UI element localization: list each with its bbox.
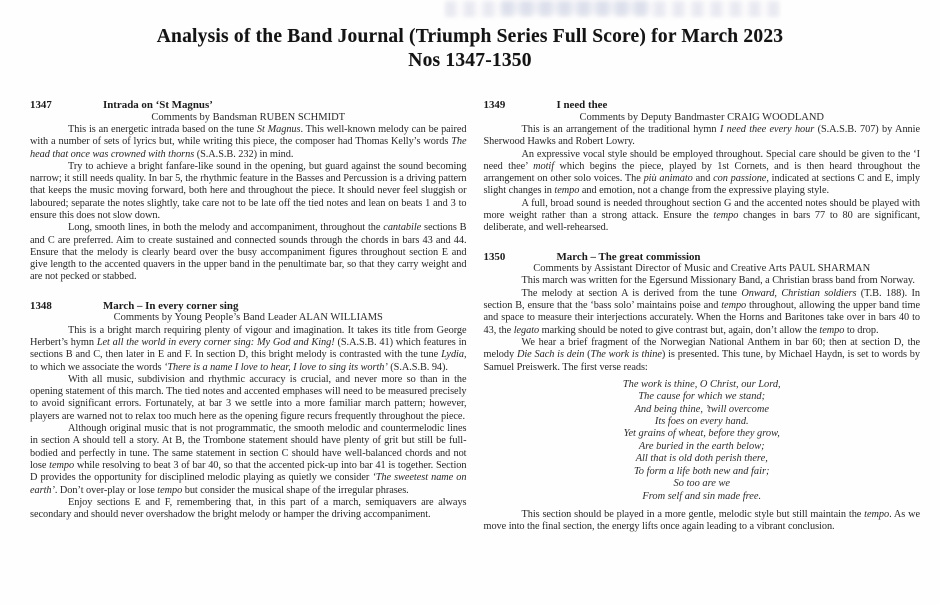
body-paragraph: We hear a brief fragment of the Norwegian National Anthem in bar 60; then at section D, the melody Die Sach is dein (The work is thine) is presented. This tune, by Michael Haydn, is set to words by Samuel Preiswerk. The first verse reads: — [483, 336, 921, 373]
verse-line: From self and sin made free. — [642, 490, 762, 502]
verse-line: The cause for which we stand; — [638, 391, 766, 403]
entry-heading — [30, 99, 467, 112]
body-paragraph: Although original music that is not programmatic, the smooth melodic and countermelodic lines in section A should tell a story. At B, the Trombone statement should have plenty of grit but still be full-bodied and perfectly in tune. The same statement in section C should have well-balanced chords and not lose tempo while resolving to beat 3 of bar 40, so that the accented pick-up into bar 41 is together. Section D provides the opportunity for disciplined melodic playing as quietly we consider ‘The sweetest name on earth’. Don’t over-play or lose tempo but consider the musical shape of the irregular phrases. — [30, 423, 467, 496]
journal-entry-1350 — [484, 251, 921, 534]
entry-heading — [30, 300, 467, 313]
hymn-verse — [484, 379, 921, 503]
journal-entry-1347 — [30, 99, 467, 284]
entry-title: Intrada on ‘St Magnus’ — [103, 99, 213, 111]
entry-title: I need thee — [556, 99, 608, 111]
page-showthrough-smudge — [500, 0, 650, 14]
body-paragraph: This is an energetic intrada based on the tune St Magnus. This well-known melody can be paired with a number of sets of lyrics but, while writing this piece, the composer had Thomas Kelly’s words The head that once was crowned with thorns (S.A.S.B. 232) in mind. — [30, 123, 467, 160]
entry-heading — [484, 251, 921, 264]
comments-byline: Comments by Young People’s Band Leader ALAN WILLIAMS — [113, 312, 383, 324]
body-paragraph: The melody at section A is derived from the tune Onward, Christian soldiers (T.B. 188). In section B, ensure that the ‘bass solo’ maintains poise and tempo throughout, allowing the upper band time and space to measure their interjections accurately. When the Horns and Baritones take over in bars 40 to 43, the legato marking should be noted to give contrast but, again, don’t allow the tempo to drop. — [483, 287, 920, 336]
body-paragraph: This march was written for the Egersund Missionary Band, a Christian brass band from Norway. — [521, 275, 915, 287]
entry-number: 1349 — [483, 99, 506, 111]
verse-line: So too are we — [673, 478, 730, 490]
verse-line: Yet grains of wheat, before they grow, — [623, 428, 780, 440]
body-paragraph: Try to achieve a bright fanfare-like sound in the opening, but guard against the sound becoming narrow; it still needs quality. In bar 5, the rhythmic feature in the Basses and Percussion is a driving pattern that keeps the music moving forward, both here and throughout the piece. It should never feel sluggish or laboured; separate the notes slightly, take care not to be late off the tied notes and lean on beats 1 and 3 to ensure this does not slow down. — [30, 160, 467, 221]
verse-line: Are buried in the earth below; — [638, 440, 765, 452]
body-paragraph: This section should be played in a more gentle, melodic style but still maintain the tempo. As we move into the final section, the energy lifts once again leading to a vibrant conclusion. — [483, 508, 921, 533]
body-paragraph: Long, smooth lines, in both the melody and accompaniment, throughout the cantabile sections B and C are preferred. Aim to create sustained and connected sounds through the chords in bars 43 and 44. Ensure that the melody is clearly beard over the busy accompaniment figures throughout section E and give length to the accented quavers in the upper band in the penultimate bar, so that they carry weight and are not pecked or stabbed. — [30, 222, 467, 283]
body-paragraph: A full, broad sound is needed throughout section G and the accented notes should be played with more weight rather than a strong attack. Ensure the tempo changes in bars 77 to 80 are significant, deliberate, and well-rehearsed. — [483, 197, 920, 234]
document-title-line2: Nos 1347-1350 — [408, 50, 532, 71]
entry-title: March – In every corner sing — [103, 299, 239, 312]
comments-byline: Comments by Assistant Director of Music and Creative Arts PAUL SHARMAN — [533, 263, 871, 275]
two-column-layout — [30, 99, 920, 550]
journal-entry-1348 — [30, 300, 467, 522]
entry-number: 1347 — [30, 99, 52, 111]
body-paragraph: With all music, subdivision and rhythmic accuracy is crucial, and never more so than in the opening statement of this march. The tied notes and accented emphases will need to be measured precisely to avoid significant errors. Fortunately, at bar 3 we settle into a more familiar march pattern; however, players are warned not to relax too much here as the opening figure recurs frequently throughout the piece. — [30, 373, 467, 422]
body-paragraph: This is a bright march requiring plenty of vigour and imagination. It takes its title from George Herbert’s hymn Let all the world in every corner sing: My God and King! (S.A.S.B. 41) which features in sections B and C, then later in E and F. In section D, this bright melody is contrasted with the tune Lydia, to which we associate the words ‘There is a name I love to hear, I love to sing its worth’ (S.A.S.B. 94). — [30, 324, 467, 373]
entry-number: 1348 — [30, 299, 52, 312]
entry-heading — [484, 99, 921, 112]
body-paragraph: Enjoy sections E and F, remembering that, in this part of a march, semiquavers are always secondary and should never overshadow the bright melody or hamper the driving accompaniment. — [30, 496, 467, 521]
left-column — [30, 99, 467, 550]
verse-line: The work is thine, O Christ, our Lord, — [622, 378, 781, 390]
verse-line: Its foes on every hand. — [654, 416, 749, 428]
journal-entry-1349 — [484, 99, 921, 235]
verse-line: And being thine, ’twill overcome — [634, 403, 769, 415]
document-title-line1: Analysis of the Band Journal (Triumph Series Full Score) for March 2023 — [156, 26, 784, 47]
document-title — [10, 25, 930, 73]
body-paragraph: This is an arrangement of the traditional hymn I need thee every hour (S.A.S.B. 707) by Annie Sherwood Hawks and Robert Lowry. — [483, 123, 920, 148]
verse-line: All that is old doth perish there, — [635, 453, 768, 465]
right-column — [484, 99, 921, 550]
entry-title: March – The great commission — [556, 250, 701, 263]
entry-number: 1350 — [483, 250, 506, 263]
verse-line: To form a life both new and fair; — [633, 465, 770, 477]
body-paragraph: An expressive vocal style should be employed throughout. Special care should be given to the ‘I need thee’ motif which begins the piece, played by 1st Cornets, and is then heard throughout the arrangement on other solo voices. The più animato and con passione, indicated at sections C and E, imply slight changes in tempo and emotion, not a change from the expressive playing style. — [483, 148, 920, 197]
comments-byline: Comments by Deputy Bandmaster CRAIG WOODLAND — [579, 111, 824, 123]
comments-byline: Comments by Bandsman RUBEN SCHMIDT — [151, 111, 346, 123]
